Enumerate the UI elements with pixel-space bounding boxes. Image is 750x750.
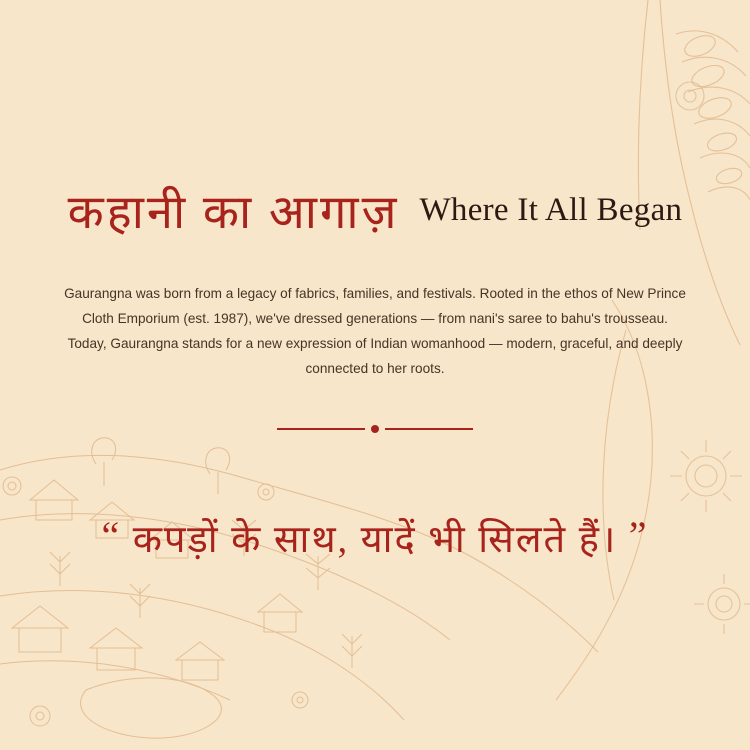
pull-quote: [0, 512, 750, 564]
headline-hindi: कहानी का आगाज़: [67, 187, 400, 239]
quote-text: कपड़ों के साथ, यादें भी सिलते हैं।: [132, 519, 618, 561]
divider-line-left: [277, 428, 365, 430]
body-line: connected to her roots.: [305, 361, 445, 376]
quote-open-mark: “: [101, 513, 122, 558]
body-copy: [45, 281, 705, 381]
quote-close-mark: ”: [628, 513, 649, 558]
divider-dot: [371, 425, 379, 433]
page-title: [0, 178, 750, 242]
body-line: Gaurangna was born from a legacy of fabrics, families, and festivals. Rooted in the ethos of New Prince: [64, 286, 686, 301]
body-line: Today, Gaurangna stands for a new expression of Indian womanhood — modern, graceful, and deeply: [67, 336, 683, 351]
body-line: Cloth Emporium (est. 1987), we've dressed generations — from nani's saree to bahu's trousseau.: [82, 311, 668, 326]
section-divider: [0, 425, 750, 433]
divider-line-right: [385, 428, 473, 430]
headline-english: Where It All Began: [419, 191, 683, 228]
